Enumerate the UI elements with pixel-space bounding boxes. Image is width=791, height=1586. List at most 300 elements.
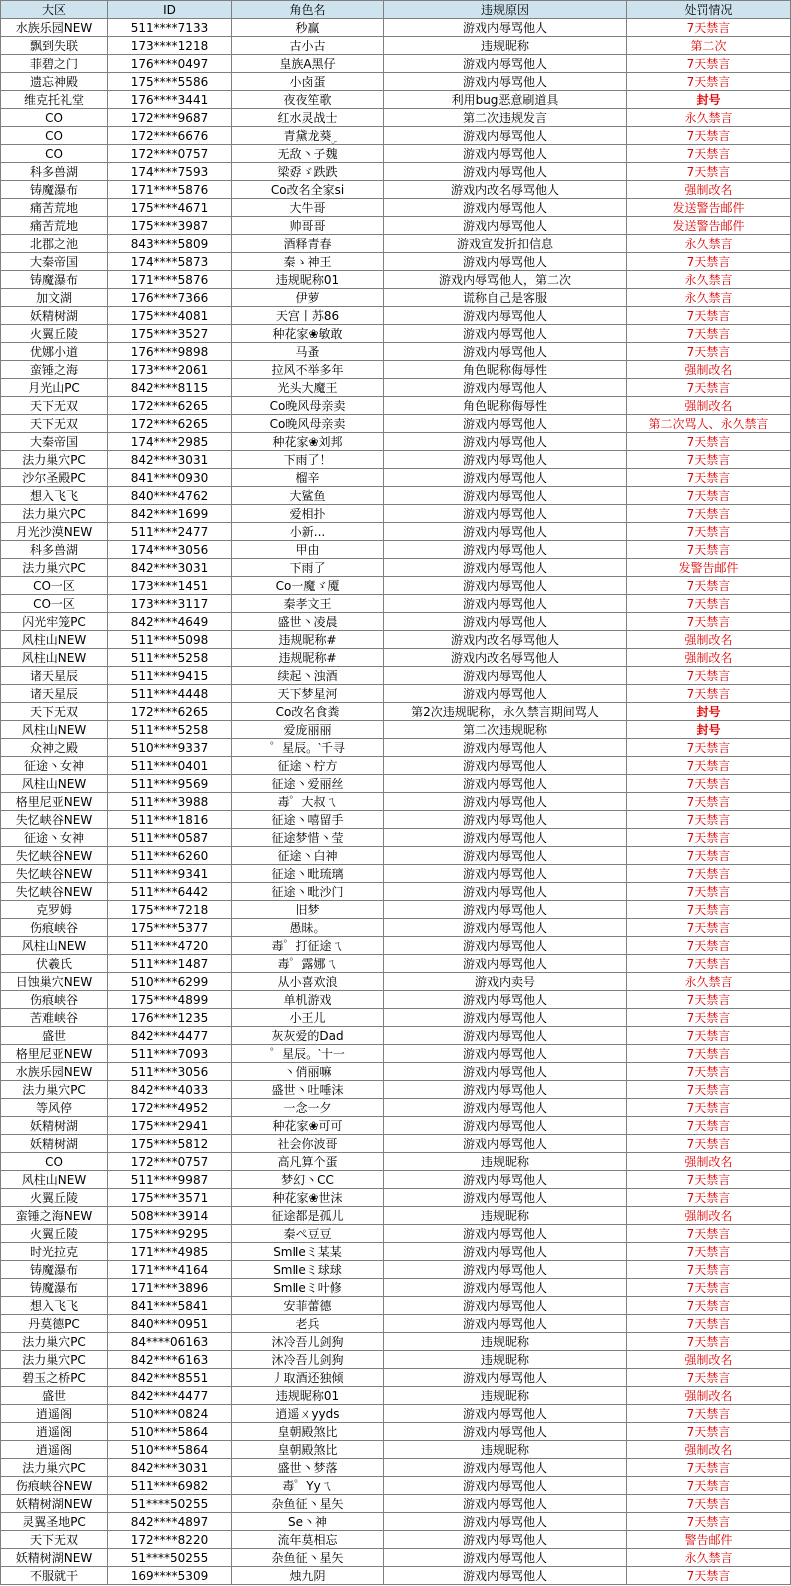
violation-reason-cell: 游戏内辱骂他人: [384, 793, 627, 811]
penalty-cell: 7天禁言: [627, 1513, 791, 1531]
table-row: [1, 901, 791, 919]
region-cell: 水族乐园NEW: [1, 19, 108, 37]
id-cell: 511****1816: [108, 811, 232, 829]
violation-reason-cell: 游戏内辱骂他人: [384, 1099, 627, 1117]
table-row: [1, 1099, 791, 1117]
penalty-cell: 7天禁言: [627, 1081, 791, 1099]
region-cell: 遗忘神殿: [1, 73, 108, 91]
penalty-cell: 7天禁言: [627, 919, 791, 937]
id-cell: 175****3987: [108, 217, 232, 235]
penalty-cell: 第二次骂人、永久禁言: [627, 415, 791, 433]
id-cell: 842****3031: [108, 559, 232, 577]
table-row: [1, 649, 791, 667]
penalty-cell: 7天禁言: [627, 1027, 791, 1045]
penalty-cell: 7天禁言: [627, 775, 791, 793]
role-name-cell: 种花家❀可可: [232, 1117, 384, 1135]
table-row: [1, 37, 791, 55]
id-cell: 511****5258: [108, 649, 232, 667]
role-name-cell: 拉风不举多年: [232, 361, 384, 379]
region-cell: 铸魔瀑布: [1, 1279, 108, 1297]
penalty-cell: 7天禁言: [627, 1315, 791, 1333]
table-row: [1, 379, 791, 397]
region-cell: 火翼丘陵: [1, 1189, 108, 1207]
violation-reason-cell: 游戏内辱骂他人: [384, 1117, 627, 1135]
table-row: [1, 1225, 791, 1243]
region-cell: CO: [1, 145, 108, 163]
penalty-cell: 7天禁言: [627, 523, 791, 541]
region-cell: 风柱山NEW: [1, 1171, 108, 1189]
id-cell: 510****6299: [108, 973, 232, 991]
role-name-cell: ゜星辰。‵千寻: [232, 739, 384, 757]
id-cell: 842****4033: [108, 1081, 232, 1099]
table-row: [1, 415, 791, 433]
penalty-cell: 7天禁言: [627, 613, 791, 631]
penalty-cell: 封号: [627, 91, 791, 109]
region-cell: 伤痕峡谷: [1, 991, 108, 1009]
table-row: [1, 451, 791, 469]
penalty-cell: 7天禁言: [627, 1099, 791, 1117]
penalty-cell: 7天禁言: [627, 1405, 791, 1423]
penalty-cell: 封号: [627, 721, 791, 739]
table-row: [1, 1117, 791, 1135]
region-cell: CO: [1, 127, 108, 145]
role-name-cell: 烛九阴: [232, 1567, 384, 1585]
role-name-cell: 大鲨鱼: [232, 487, 384, 505]
table-row: [1, 1333, 791, 1351]
table-row: [1, 1477, 791, 1495]
violation-reason-cell: 第二次违规发言: [384, 109, 627, 127]
penalty-cell: 7天禁言: [627, 1063, 791, 1081]
penalty-cell: 7天禁言: [627, 379, 791, 397]
penalty-cell: 7天禁言: [627, 901, 791, 919]
id-cell: 840****4762: [108, 487, 232, 505]
id-cell: 169****5309: [108, 1567, 232, 1585]
region-cell: 妖精树湖NEW: [1, 1549, 108, 1567]
id-cell: 51****50255: [108, 1549, 232, 1567]
role-name-cell: 梦幻丶CC: [232, 1171, 384, 1189]
id-cell: 843****5809: [108, 235, 232, 253]
id-cell: 511****5098: [108, 631, 232, 649]
table-row: [1, 1063, 791, 1081]
id-cell: 511****3056: [108, 1063, 232, 1081]
penalty-cell: 警告邮件: [627, 1531, 791, 1549]
role-name-cell: Se丶神: [232, 1513, 384, 1531]
penalty-cell: 7天禁言: [627, 1297, 791, 1315]
id-cell: 51****50255: [108, 1495, 232, 1513]
violation-reason-cell: 游戏内辱骂他人: [384, 1495, 627, 1513]
region-cell: 时光拉克: [1, 1243, 108, 1261]
table-row: [1, 1135, 791, 1153]
role-name-cell: 青黛龙葵ۣ: [232, 127, 384, 145]
table-row: [1, 1549, 791, 1567]
region-cell: 盛世: [1, 1387, 108, 1405]
penalty-cell: 强制改名: [627, 631, 791, 649]
id-cell: 840****0951: [108, 1315, 232, 1333]
penalty-cell: 强制改名: [627, 1153, 791, 1171]
role-name-cell: 社会你波哥: [232, 1135, 384, 1153]
role-name-cell: 征途梦惜丶莹: [232, 829, 384, 847]
id-cell: 842****4477: [108, 1027, 232, 1045]
role-name-cell: 违规昵称#: [232, 649, 384, 667]
violation-reason-cell: 游戏内辱骂他人: [384, 487, 627, 505]
role-name-cell: 秦ぺ豆豆: [232, 1225, 384, 1243]
table-row: [1, 865, 791, 883]
role-name-cell: 皇族A黑仔: [232, 55, 384, 73]
penalty-cell: 永久禁言: [627, 973, 791, 991]
region-cell: 逍遥阁: [1, 1405, 108, 1423]
id-cell: 172****0757: [108, 1153, 232, 1171]
penalty-cell: 7天禁言: [627, 757, 791, 775]
role-name-cell: 征途丶爱丽丝: [232, 775, 384, 793]
penalty-cell: 7天禁言: [627, 343, 791, 361]
id-cell: 511****1487: [108, 955, 232, 973]
id-cell: 175****3571: [108, 1189, 232, 1207]
table-row: [1, 1405, 791, 1423]
table-row: [1, 19, 791, 37]
penalty-cell: 强制改名: [627, 1387, 791, 1405]
role-name-cell: 榴辛: [232, 469, 384, 487]
violation-reason-cell: 游戏内辱骂他人: [384, 1243, 627, 1261]
role-name-cell: Co改名全家si: [232, 181, 384, 199]
header-penalty: 处罚情况: [627, 1, 791, 19]
table-row: [1, 1261, 791, 1279]
id-cell: 171****5876: [108, 181, 232, 199]
penalty-cell: 7天禁言: [627, 253, 791, 271]
region-cell: 伤痕峡谷NEW: [1, 1477, 108, 1495]
region-cell: 铸魔瀑布: [1, 181, 108, 199]
region-cell: 痛苦荒地: [1, 217, 108, 235]
penalty-cell: 7天禁言: [627, 685, 791, 703]
region-cell: 克罗姆: [1, 901, 108, 919]
violation-reason-cell: 游戏内辱骂他人: [384, 937, 627, 955]
penalty-cell: 强制改名: [627, 1207, 791, 1225]
id-cell: 173****2061: [108, 361, 232, 379]
region-cell: 日蚀巢穴NEW: [1, 973, 108, 991]
role-name-cell: 沐冷吾儿剑狗: [232, 1351, 384, 1369]
table-row: [1, 199, 791, 217]
violation-reason-cell: 游戏内辱骂他人: [384, 55, 627, 73]
penalty-cell: 强制改名: [627, 397, 791, 415]
id-cell: 175****3527: [108, 325, 232, 343]
region-cell: 不服就干: [1, 1567, 108, 1585]
id-cell: 511****7093: [108, 1045, 232, 1063]
penalty-cell: 7天禁言: [627, 1243, 791, 1261]
violation-reason-cell: 游戏内辱骂他人: [384, 739, 627, 757]
id-cell: 172****4952: [108, 1099, 232, 1117]
table-row: [1, 883, 791, 901]
region-cell: 天下无双: [1, 415, 108, 433]
violation-reason-cell: 游戏内辱骂他人: [384, 1135, 627, 1153]
role-name-cell: 违规昵称01: [232, 271, 384, 289]
violation-reason-cell: 游戏内辱骂他人: [384, 343, 627, 361]
id-cell: 171****5876: [108, 271, 232, 289]
penalty-cell: 7天禁言: [627, 739, 791, 757]
table-row: [1, 919, 791, 937]
violation-reason-cell: 游戏宣发折扣信息: [384, 235, 627, 253]
violation-reason-cell: 游戏内辱骂他人: [384, 919, 627, 937]
id-cell: 508****3914: [108, 1207, 232, 1225]
table-row: [1, 1441, 791, 1459]
penalty-cell: 7天禁言: [627, 1477, 791, 1495]
penalty-cell: 7天禁言: [627, 1045, 791, 1063]
table-row: [1, 505, 791, 523]
id-cell: 842****4477: [108, 1387, 232, 1405]
penalty-cell: 永久禁言: [627, 109, 791, 127]
role-name-cell: 盛世丶凌晨: [232, 613, 384, 631]
violation-reason-cell: 游戏内辱骂他人: [384, 685, 627, 703]
id-cell: 511****7133: [108, 19, 232, 37]
role-name-cell: 毒゜大叔ㄟ: [232, 793, 384, 811]
role-name-cell: 小王儿: [232, 1009, 384, 1027]
id-cell: 174****7593: [108, 163, 232, 181]
region-cell: 法力巢穴PC: [1, 451, 108, 469]
violation-reason-cell: 游戏内辱骂他人: [384, 217, 627, 235]
violation-reason-cell: 游戏内辱骂他人: [384, 1171, 627, 1189]
penalty-cell: 发警告邮件: [627, 559, 791, 577]
region-cell: 征途丶女神: [1, 757, 108, 775]
region-cell: 风柱山NEW: [1, 721, 108, 739]
table-row: [1, 757, 791, 775]
penalty-cell: 7天禁言: [627, 1495, 791, 1513]
id-cell: 174****3056: [108, 541, 232, 559]
table-row: [1, 1243, 791, 1261]
table-row: [1, 361, 791, 379]
violation-reason-cell: 游戏内辱骂他人: [384, 433, 627, 451]
violation-reason-cell: 游戏内辱骂他人: [384, 1567, 627, 1585]
penalty-cell: 7天禁言: [627, 307, 791, 325]
penalty-cell: 7天禁言: [627, 811, 791, 829]
role-name-cell: 天宫丨苏86: [232, 307, 384, 325]
violation-reason-cell: 游戏内辱骂他人: [384, 757, 627, 775]
violation-reason-cell: 游戏内辱骂他人: [384, 1423, 627, 1441]
id-cell: 171****4164: [108, 1261, 232, 1279]
penalty-cell: 7天禁言: [627, 1459, 791, 1477]
penalty-cell: 7天禁言: [627, 505, 791, 523]
violation-reason-cell: 游戏内辱骂他人: [384, 145, 627, 163]
id-cell: 84****06163: [108, 1333, 232, 1351]
violation-reason-cell: 违规昵称: [384, 1153, 627, 1171]
region-cell: 征途丶女神: [1, 829, 108, 847]
id-cell: 175****4671: [108, 199, 232, 217]
penalty-cell: 第二次: [627, 37, 791, 55]
violation-reason-cell: 游戏内辱骂他人: [384, 19, 627, 37]
region-cell: 法力巢穴PC: [1, 559, 108, 577]
table-row: [1, 397, 791, 415]
id-cell: 175****7218: [108, 901, 232, 919]
id-cell: 175****4899: [108, 991, 232, 1009]
table-row: [1, 307, 791, 325]
penalty-cell: 7天禁言: [627, 1225, 791, 1243]
role-name-cell: 甲由: [232, 541, 384, 559]
region-cell: 苦难峡谷: [1, 1009, 108, 1027]
region-cell: 科多兽湖: [1, 163, 108, 181]
header-role-name: 角色名: [232, 1, 384, 19]
region-cell: 风柱山NEW: [1, 631, 108, 649]
role-name-cell: 续起丶浊酒: [232, 667, 384, 685]
role-name-cell: 安菲蕾德: [232, 1297, 384, 1315]
penalty-cell: 7天禁言: [627, 1423, 791, 1441]
violation-reason-cell: 游戏内辱骂他人: [384, 1081, 627, 1099]
violation-reason-cell: 游戏内辱骂他人，第二次: [384, 271, 627, 289]
violation-reason-cell: 游戏内辱骂他人: [384, 1261, 627, 1279]
region-cell: 天下无双: [1, 1531, 108, 1549]
table-row: [1, 937, 791, 955]
region-cell: 飘到失联: [1, 37, 108, 55]
role-name-cell: 高凡算个蛋: [232, 1153, 384, 1171]
violation-reason-cell: 谎称自己是客服: [384, 289, 627, 307]
table-row: [1, 181, 791, 199]
violation-reason-cell: 游戏内辱骂他人: [384, 73, 627, 91]
violation-reason-cell: 游戏内辱骂他人: [384, 325, 627, 343]
penalty-cell: 强制改名: [627, 181, 791, 199]
table-row: [1, 217, 791, 235]
table-row: [1, 523, 791, 541]
region-cell: 妖精树湖: [1, 1135, 108, 1153]
region-cell: 加文湖: [1, 289, 108, 307]
penalty-cell: 7天禁言: [627, 541, 791, 559]
id-cell: 511****3988: [108, 793, 232, 811]
role-name-cell: 大牛哥: [232, 199, 384, 217]
region-cell: 风柱山NEW: [1, 937, 108, 955]
violation-reason-cell: 游戏内辱骂他人: [384, 253, 627, 271]
role-name-cell: 帅哥哥: [232, 217, 384, 235]
penalty-cell: 永久禁言: [627, 289, 791, 307]
table-row: [1, 127, 791, 145]
penalty-cell: 7天禁言: [627, 1117, 791, 1135]
violation-reason-cell: 游戏内辱骂他人: [384, 955, 627, 973]
id-cell: 511****9569: [108, 775, 232, 793]
region-cell: 月光沙漠NEW: [1, 523, 108, 541]
violation-reason-cell: 游戏内改名辱骂他人: [384, 181, 627, 199]
violation-reason-cell: 游戏内辱骂他人: [384, 1315, 627, 1333]
id-cell: 511****4448: [108, 685, 232, 703]
penalty-cell: 7天禁言: [627, 1135, 791, 1153]
penalty-cell: 7天禁言: [627, 577, 791, 595]
violation-reason-cell: 游戏内辱骂他人: [384, 1531, 627, 1549]
penalty-cell: 7天禁言: [627, 1189, 791, 1207]
role-name-cell: 毒゜打征途ㄟ: [232, 937, 384, 955]
region-cell: 众神之殿: [1, 739, 108, 757]
penalty-cell: 强制改名: [627, 361, 791, 379]
violation-reason-cell: 游戏内改名辱骂他人: [384, 631, 627, 649]
penalty-cell: 发送警告邮件: [627, 199, 791, 217]
penalty-cell: 7天禁言: [627, 433, 791, 451]
table-row: [1, 559, 791, 577]
penalty-cell: 7天禁言: [627, 487, 791, 505]
penalty-cell: 7天禁言: [627, 1279, 791, 1297]
violation-reason-cell: 游戏内辱骂他人: [384, 1369, 627, 1387]
violation-reason-cell: 游戏内辱骂他人: [384, 451, 627, 469]
table-row: [1, 1027, 791, 1045]
id-cell: 176****9898: [108, 343, 232, 361]
penalty-cell: 7天禁言: [627, 955, 791, 973]
region-cell: 逍遥阁: [1, 1441, 108, 1459]
region-cell: 天下无双: [1, 703, 108, 721]
penalty-cell: 7天禁言: [627, 595, 791, 613]
role-name-cell: 秦孝文王: [232, 595, 384, 613]
region-cell: 想入飞飞: [1, 1297, 108, 1315]
table-row: [1, 1189, 791, 1207]
table-row: [1, 775, 791, 793]
role-name-cell: Co一魔ゞ魇: [232, 577, 384, 595]
role-name-cell: 愚昧。: [232, 919, 384, 937]
violation-reason-cell: 游戏内辱骂他人: [384, 307, 627, 325]
violation-reason-cell: 游戏内辱骂他人: [384, 1405, 627, 1423]
table-row: [1, 991, 791, 1009]
region-cell: 盛世: [1, 1027, 108, 1045]
table-row: [1, 811, 791, 829]
role-name-cell: 种花家❀敏敢: [232, 325, 384, 343]
region-cell: 伤痕峡谷: [1, 919, 108, 937]
role-name-cell: 种花家❀刘邦: [232, 433, 384, 451]
region-cell: CO: [1, 1153, 108, 1171]
penalty-cell: 7天禁言: [627, 127, 791, 145]
id-cell: 842****1699: [108, 505, 232, 523]
role-name-cell: 违规昵称01: [232, 1387, 384, 1405]
role-name-cell: Co改名食粪: [232, 703, 384, 721]
id-cell: 510****9337: [108, 739, 232, 757]
table-row: [1, 793, 791, 811]
role-name-cell: 一念一夕: [232, 1099, 384, 1117]
role-name-cell: 违规昵称#: [232, 631, 384, 649]
id-cell: 841****0930: [108, 469, 232, 487]
region-cell: 妖精树湖: [1, 307, 108, 325]
table-row: [1, 721, 791, 739]
role-name-cell: 丿取酒还独倾: [232, 1369, 384, 1387]
region-cell: 失忆峡谷NEW: [1, 847, 108, 865]
violation-reason-cell: 游戏内辱骂他人: [384, 523, 627, 541]
header-id: ID: [108, 1, 232, 19]
violation-reason-cell: 角色昵称侮辱性: [384, 361, 627, 379]
role-name-cell: 天下梦星河: [232, 685, 384, 703]
penalty-cell: 封号: [627, 703, 791, 721]
penalty-cell: 永久禁言: [627, 271, 791, 289]
violation-reason-cell: 游戏内辱骂他人: [384, 415, 627, 433]
table-row: [1, 253, 791, 271]
penalty-cell: 强制改名: [627, 649, 791, 667]
id-cell: 511****9341: [108, 865, 232, 883]
id-cell: 176****0497: [108, 55, 232, 73]
table-row: [1, 271, 791, 289]
penalty-cell: 7天禁言: [627, 145, 791, 163]
table-row: [1, 1045, 791, 1063]
violation-reason-cell: 游戏内辱骂他人: [384, 163, 627, 181]
role-name-cell: 老兵: [232, 1315, 384, 1333]
violation-reason-cell: 违规昵称: [384, 1207, 627, 1225]
region-cell: 法力巢穴PC: [1, 1333, 108, 1351]
table-row: [1, 631, 791, 649]
table-row: [1, 1315, 791, 1333]
region-cell: 失忆峡谷NEW: [1, 865, 108, 883]
table-row: [1, 1279, 791, 1297]
penalty-cell: 7天禁言: [627, 1009, 791, 1027]
region-cell: 法力巢穴PC: [1, 505, 108, 523]
role-name-cell: 从小喜欢浪: [232, 973, 384, 991]
table-row: [1, 1351, 791, 1369]
region-cell: CO一区: [1, 577, 108, 595]
role-name-cell: 小卤蛋: [232, 73, 384, 91]
region-cell: 水族乐园NEW: [1, 1063, 108, 1081]
region-cell: 妖精树湖: [1, 1117, 108, 1135]
role-name-cell: 伊萝: [232, 289, 384, 307]
region-cell: 北郡之池: [1, 235, 108, 253]
table-row: [1, 235, 791, 253]
penalty-cell: 7天禁言: [627, 883, 791, 901]
violation-reason-cell: 违规昵称: [384, 37, 627, 55]
penalty-cell: 发送警告邮件: [627, 217, 791, 235]
role-name-cell: 杂鱼征丶星矢: [232, 1495, 384, 1513]
id-cell: 173****1451: [108, 577, 232, 595]
